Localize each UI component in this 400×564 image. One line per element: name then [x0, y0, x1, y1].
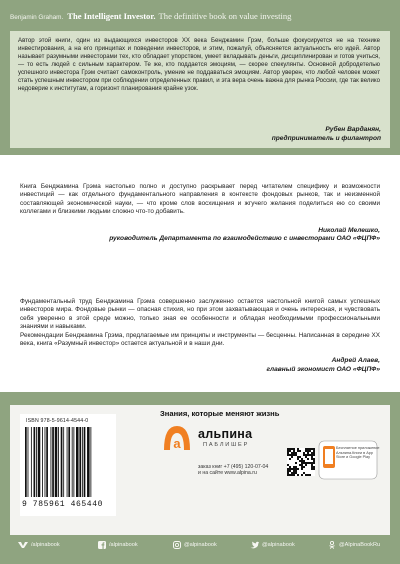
publisher-slogan: Знания, которые меняют жизнь: [160, 409, 280, 418]
quote1-author: Рубен Варданян,: [325, 126, 381, 133]
publisher-subtitle: ПАБЛИШЕР: [203, 442, 250, 448]
facebook-icon: [98, 541, 106, 549]
social-twitter[interactable]: [250, 541, 295, 549]
vk-icon: [18, 541, 28, 549]
logo-letter: a: [173, 436, 181, 451]
odnoklassniki-icon: [328, 541, 336, 549]
quote2-signature: [20, 227, 380, 244]
quote2-section: [20, 183, 380, 244]
quote2-text: Книга Бенджамина Грэма настолько полно и доступно раскрывает перед читателем специфику и возможности инвестиций — как отдельного фундаментального направления в контексте фондовых рынков, так и неизменной составляющей экономической науки, — что кроме слов восхищения и жгучего желания поделиться ею со своими коллегами и близкими людьми сложно что-то добавить.: [20, 183, 380, 216]
order-info: [198, 464, 268, 477]
twitter-icon: [250, 541, 259, 549]
order-phone: заказ книг +7 (495) 120-07-04: [198, 464, 269, 470]
publisher-name: альпина: [198, 427, 253, 441]
quote2-role: руководитель Департамента по взаимодействию с инвесторами ОАО «ФЦПФ»: [109, 235, 380, 243]
quote3-paragraph-1: Фундаментальный труд Бенджамина Грэма совершенно заслуженно остается настольной книгой самых успешных инвесторов мира. Фондовые рынки — опасная стихия, но при этом захватывающая и очень интересная, и чувствовать себя уверенно в этой среде можно, только зная ее особенности и обладая необходимыми профессиональными знаниями и навыками.: [20, 298, 380, 331]
social-vk-label: /alpinabook: [31, 542, 60, 548]
social-instagram-label: @alpinabook: [184, 542, 217, 548]
barcode-icon: [24, 427, 112, 499]
header-tagline: The definitive book on value investing: [158, 11, 292, 21]
quote2-author: Николай Мелешко,: [318, 226, 380, 234]
quote3-role: главный экономист ОАО «ФЦПФ»: [266, 366, 380, 374]
header-book-title: The Intelligent Investor.: [67, 11, 156, 21]
social-facebook[interactable]: [98, 541, 138, 549]
quote3-author: Андрей Алаев,: [331, 357, 380, 365]
isbn-text: ISBN 978-5-9614-4544-0: [26, 418, 89, 424]
social-links: [10, 541, 390, 553]
barcode-number: 9 785961 465440: [22, 500, 104, 509]
header-author: Benjamin Graham.: [10, 14, 64, 21]
qr-code-icon: [287, 448, 315, 476]
quote3-paragraph-2: Рекомендации Бенджамина Грэма, предлагаемые им принципы и инструменты — бесценны. Написанная в середине XX века, книга «Разумный инвестор» остается актуальной и в наши дни.: [20, 331, 380, 348]
social-vk[interactable]: [18, 541, 60, 549]
quote3-section: [20, 298, 380, 375]
social-facebook-label: /alpinabook: [109, 542, 138, 548]
barcode-box: [20, 414, 116, 516]
quote1-text: Автор этой книги, один из выдающихся инвесторов XX века Бенджамин Грэм, больше фокусируется не на технике инвестирования, а на его принципах и поведении инвесторов, и этим, пожалуй, объясняется актуальность его идей. Автор называет разумными инвесторами тех, кто обладает упорством, умеет вкладывать деньги, дисциплинирован и готов учиться, — то есть людей с сильным характером. Те же, кто поддается эмоциям, — скорее спекулянты. Основной добродетелью успешного инвестора Грэм считает самоконтроль, умение не поддаваться эмоциям. Автор уверен, что любой человек может стать успешным инвестором при соблюдении определенных правил, и эта вера очень важна для рынка России, где так велико недоверие к институтам, а горизонт планирования крайне узок.: [18, 37, 380, 93]
header-bar: [0, 0, 400, 24]
social-twitter-label: @alpinabook: [262, 542, 295, 548]
quote1-signature: [272, 126, 381, 143]
social-instagram[interactable]: [173, 541, 217, 549]
instagram-icon: [173, 541, 181, 549]
quote3-signature: [20, 357, 380, 374]
social-ok[interactable]: [328, 541, 380, 549]
social-ok-label: @AlpinaBookRu: [339, 542, 381, 548]
quote1-box: [10, 31, 390, 148]
order-site: и на сайте www.alpina.ru: [198, 470, 257, 477]
header-line: [10, 6, 291, 24]
alpina-logo-icon: [160, 424, 194, 454]
app-badge-text: Бесплатное приложение Альпина.Книги в App Store и Google Play: [336, 446, 380, 460]
quote1-role: предприниматель и филантроп: [271, 134, 381, 142]
